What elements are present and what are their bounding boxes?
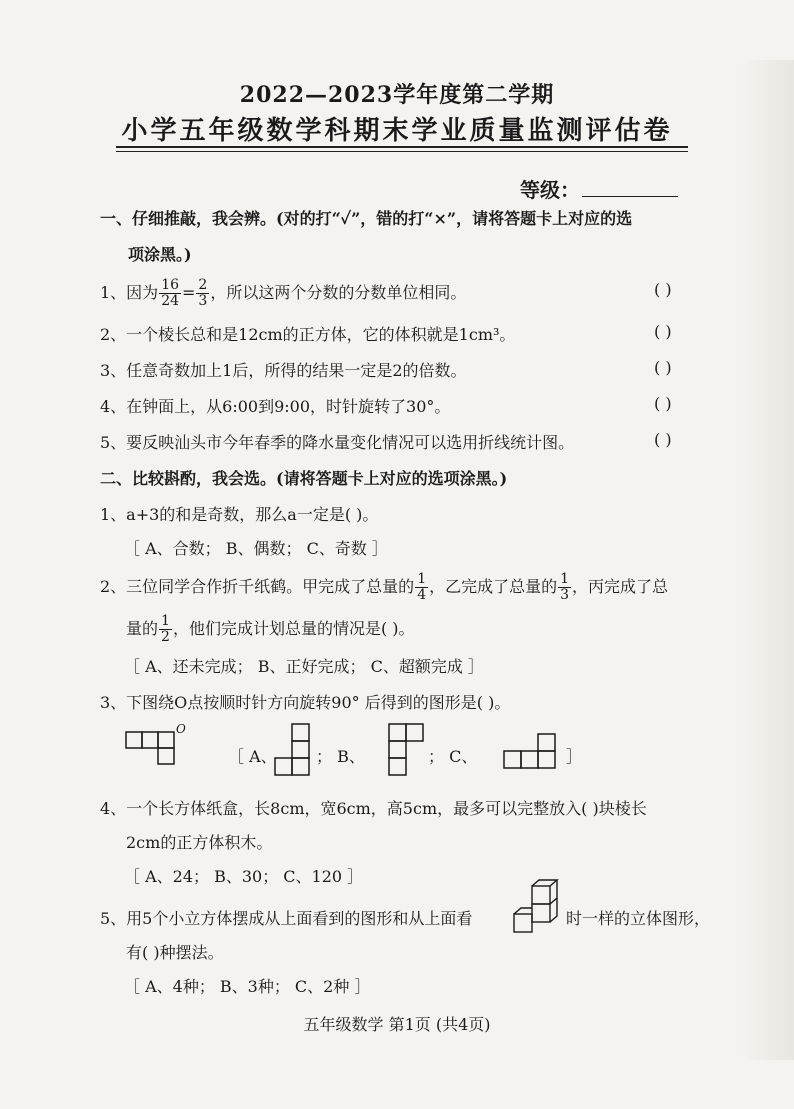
- q3-option-c-figure[interactable]: [500, 732, 558, 772]
- cube-square: [504, 751, 521, 768]
- s1-item-2: 2、一个棱长总和是12cm的正方体，它的体积就是1cm³。: [100, 325, 516, 344]
- s2-q3: 3、下图绕O点按顺时针方向旋转90° 后得到的图形是( )。: [100, 693, 511, 712]
- cube-square: [275, 758, 292, 775]
- rotation-point-label: O: [176, 722, 186, 736]
- fraction-denominator: 2: [161, 629, 170, 645]
- q5-cube-stack-figure: [508, 878, 564, 940]
- title-rule-thick: [116, 146, 688, 148]
- q3-option-b-label[interactable]: ； B、: [316, 747, 365, 766]
- s2-q2-line2-post: ，他们完成计划总量的情况是( )。: [172, 619, 415, 638]
- fraction-numerator: 1: [560, 571, 570, 587]
- section1-heading: 一、仔细推敲，我会辨。(对的打“✓”，错的打“×”，请将答题卡上对应的选: [100, 209, 633, 228]
- page-footer: 五年级数学 第1页 (共4页): [303, 1015, 491, 1034]
- cube-square: [538, 734, 555, 751]
- s2-q5-pre: 5、用5个小立方体摆成从上面看到的图形和从上面看: [100, 909, 473, 928]
- fraction-1-2: [159, 614, 172, 645]
- cube-face: [532, 886, 550, 904]
- fraction-numerator: 16: [161, 277, 180, 293]
- s2-q2: [100, 572, 668, 603]
- section1-heading-cont: 项涂黑。): [128, 245, 192, 264]
- s1-item-4: 4、在钟面上，从6:00到9:00，时针旋转了30°。: [100, 397, 451, 416]
- s1-item-1-post: ，所以这两个分数的分数单位相同。: [210, 283, 467, 302]
- q3-option-a-label[interactable]: ［ A、: [228, 747, 277, 766]
- s1-item-2-answer[interactable]: ( ): [654, 322, 672, 341]
- s1-item-5-answer[interactable]: ( ): [654, 430, 672, 449]
- cube-square: [292, 741, 309, 758]
- s2-q4: 4、一个长方体纸盒，长8cm，宽6cm，高5cm，最多可以完整放入( )块棱长: [100, 799, 647, 818]
- s2-q4-cont: 2cm的正方体积木。: [126, 833, 273, 852]
- s2-q2-line2: [126, 614, 415, 645]
- q3-option-c-label[interactable]: ； C、: [428, 747, 478, 766]
- cube-face: [532, 904, 550, 922]
- s2-q1-options[interactable]: ［ A、合数； B、偶数； C、奇数 ］: [124, 539, 388, 558]
- exam-title: 小学五年级数学科期末学业质量监测评估卷: [121, 116, 673, 146]
- fraction-numerator: 1: [161, 613, 170, 629]
- fraction-16-24: [159, 278, 181, 309]
- fraction-numerator: 1: [417, 571, 427, 587]
- s1-item-5: 5、要反映汕头市今年春季的降水量变化情况可以选用折线统计图。: [100, 433, 575, 452]
- grade-blank[interactable]: [582, 196, 678, 197]
- scan-edge-shadow: [740, 60, 794, 1060]
- fraction-2-3: [196, 278, 209, 309]
- fraction-1-4: [415, 572, 428, 603]
- cube-top: [514, 908, 532, 914]
- s2-q4-options[interactable]: ［ A、24； B、30； C、120 ］: [124, 867, 364, 886]
- s2-q2-mid: ，乙完成了总量的: [429, 577, 558, 596]
- cube-square: [292, 758, 309, 775]
- cube-face: [514, 914, 532, 932]
- fraction-numerator: 2: [198, 277, 208, 293]
- s1-item-4-answer[interactable]: ( ): [654, 394, 672, 413]
- section2-heading: 二、比较斟酌，我会选。(请将答题卡上对应的选项涂黑。): [100, 469, 508, 488]
- q3-close-bracket: ］: [566, 747, 583, 766]
- cube-square: [158, 748, 174, 764]
- s1-item-1-answer[interactable]: ( ): [654, 280, 672, 299]
- fraction-denominator: 3: [560, 587, 570, 603]
- cube-square: [406, 724, 423, 741]
- cube-square: [389, 741, 406, 758]
- q3-option-b-figure[interactable]: [388, 722, 428, 778]
- cube-square: [538, 751, 555, 768]
- s2-q2-line2-pre: 量的: [126, 619, 159, 638]
- fraction-denominator: 4: [417, 587, 427, 603]
- s2-q1: 1、a+3的和是奇数，那么a一定是( )。: [100, 505, 379, 524]
- title-rule-thin: [116, 151, 688, 152]
- s2-q2-post: ，丙完成了总: [572, 577, 669, 596]
- cube-square: [521, 751, 538, 768]
- grade-label: 等级：: [520, 178, 580, 202]
- cube-square: [389, 758, 406, 775]
- cube-square: [292, 724, 309, 741]
- cube-square: [142, 732, 158, 748]
- cube-square: [389, 724, 406, 741]
- s2-q2-pre: 2、三位同学合作折千纸鹤。甲完成了总量的: [100, 577, 415, 596]
- s1-item-1: [100, 278, 466, 309]
- s2-q5-post: 时一样的立体图形，: [566, 909, 711, 928]
- s2-q5-options[interactable]: ［ A、4种； B、3种； C、2种 ］: [124, 977, 371, 996]
- s1-item-3-answer[interactable]: ( ): [654, 358, 672, 377]
- fraction-1-3: [558, 572, 571, 603]
- s1-item-3: 3、任意奇数加上1后，所得的结果一定是2的倍数。: [100, 361, 467, 380]
- s2-q2-options[interactable]: ［ A、还未完成； B、正好完成； C、超额完成 ］: [124, 657, 484, 676]
- s1-item-1-pre: 1、因为: [100, 283, 159, 302]
- exam-title-year: 2022—2023学年度第二学期: [239, 82, 555, 108]
- cube-square: [126, 732, 142, 748]
- s2-q5-cont: 有( )种摆法。: [126, 943, 224, 962]
- cube-square: [158, 732, 174, 748]
- cube-top: [532, 880, 557, 886]
- fraction-denominator: 3: [198, 293, 208, 309]
- equals-sign: =: [182, 283, 196, 302]
- q3-option-a-figure[interactable]: [274, 722, 314, 778]
- fraction-denominator: 24: [161, 293, 180, 309]
